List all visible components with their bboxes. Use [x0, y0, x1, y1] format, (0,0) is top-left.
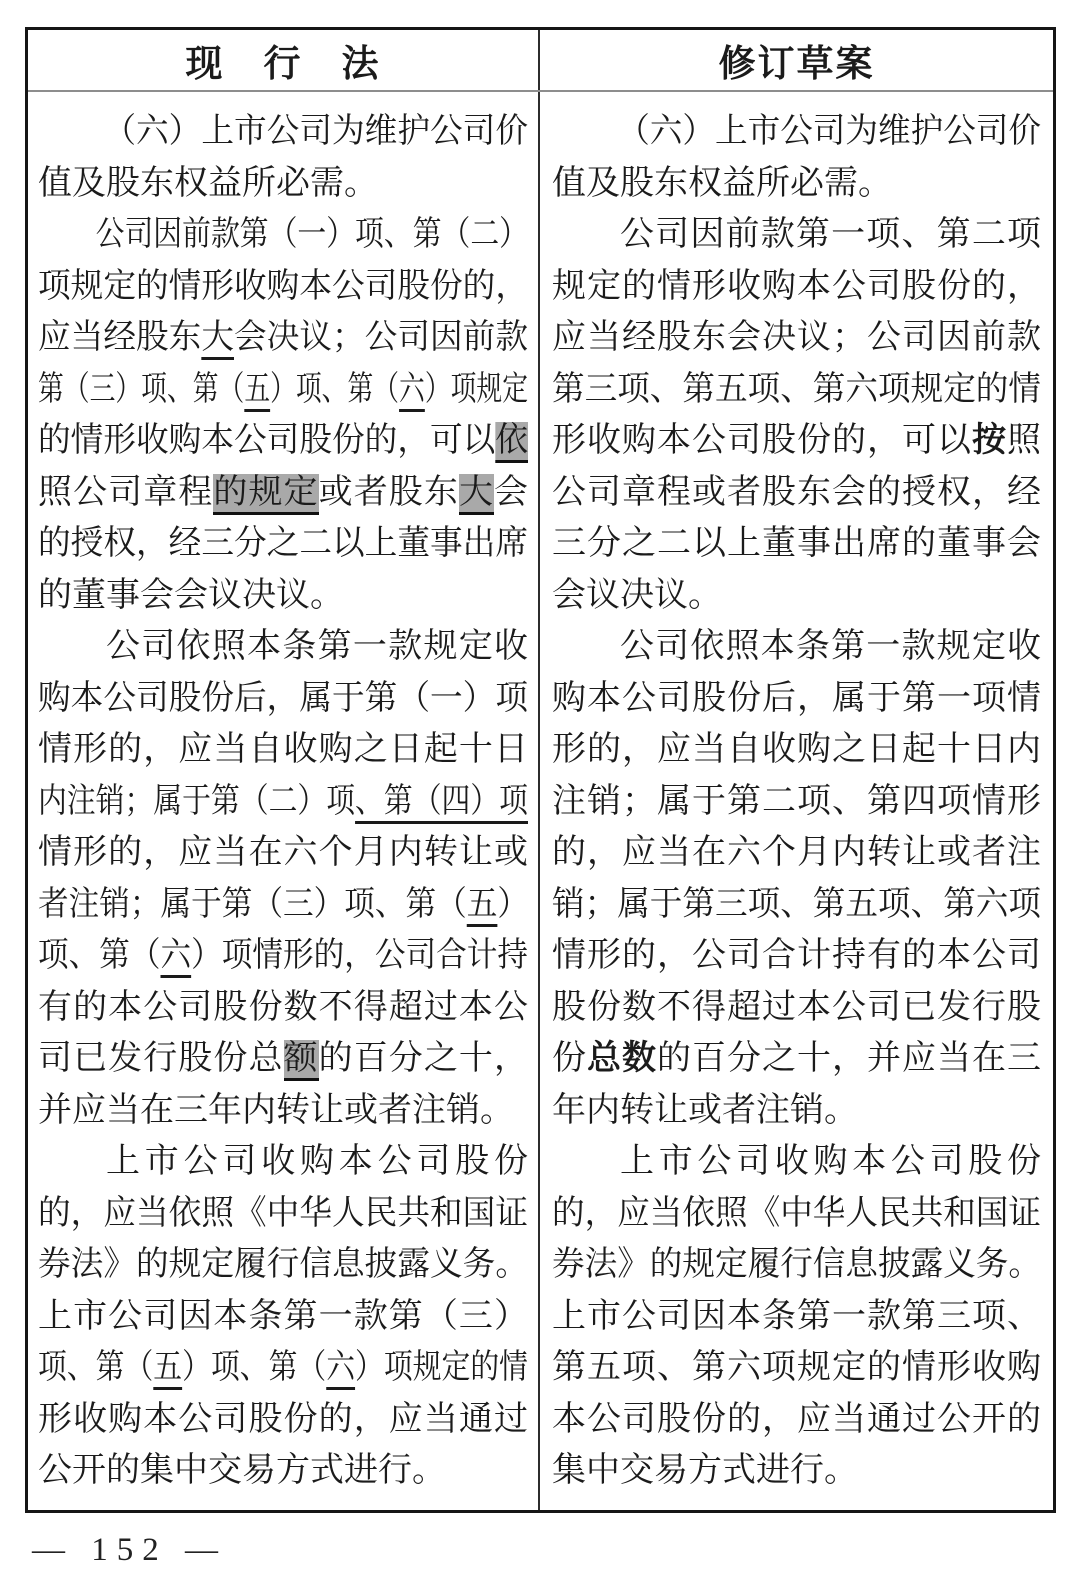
text-line	[38, 1085, 528, 1137]
text-line	[38, 1188, 528, 1240]
text-line	[38, 982, 528, 1034]
text-segment: 公司因前款第一项、第二项	[620, 216, 1041, 253]
text-segment: 股份数不得超过本公司已发行股	[552, 988, 1041, 1026]
bold-text: 总数	[587, 1040, 657, 1077]
text-segment: ）项、第（	[182, 1349, 327, 1386]
table-body-row	[28, 92, 1053, 1510]
text-segment: 购本公司股份后，属于第（一）项	[38, 679, 528, 717]
text-line	[552, 1136, 1041, 1188]
highlighted-text: 依	[495, 422, 528, 463]
text-line	[38, 930, 528, 982]
text-segment: 本公司股份的，应当通过公开的	[552, 1400, 1041, 1438]
text-line	[552, 673, 1041, 725]
text-line	[38, 1445, 528, 1497]
text-line	[552, 158, 1041, 210]
text-line	[552, 209, 1041, 261]
text-line	[38, 570, 528, 622]
text-line	[552, 106, 1041, 158]
text-line	[552, 1342, 1041, 1394]
text-line	[38, 158, 528, 210]
text-line	[552, 776, 1041, 828]
text-segment: 第三项、第五项、第六项规定的情	[552, 370, 1041, 408]
text-line	[38, 1394, 528, 1446]
text-segment: 上市公司因本条第一款第三项、	[552, 1297, 1041, 1335]
underlined-text: 六	[399, 371, 425, 412]
text-segment: 券法》的规定履行信息披露义务。	[552, 1246, 1041, 1283]
text-line	[38, 1033, 528, 1085]
underlined-text: 五	[467, 886, 498, 927]
text-line	[38, 724, 528, 776]
text-segment: 有的本公司股份数不得超过本公	[38, 988, 528, 1026]
text-segment: 公开的集中交易方式进行。	[38, 1452, 446, 1489]
text-segment: 会	[494, 473, 529, 511]
text-segment: 内注销；属于第（二）项	[38, 782, 356, 820]
text-segment: （六）上市公司为维护公司价	[617, 113, 1041, 150]
bold-text: 按	[972, 422, 1007, 459]
text-segment: 的授权，经三分之二以上董事出席	[38, 525, 528, 562]
text-segment: ）项、第（	[270, 370, 400, 408]
text-line	[552, 1291, 1041, 1343]
text-line	[552, 724, 1041, 776]
text-segment: 销；属于第三项、第五项、第六项	[552, 885, 1041, 923]
text-segment: 的董事会会议决议。	[38, 576, 344, 614]
text-segment: 第（三）项、第（	[38, 370, 245, 408]
text-segment: 项、第（	[38, 1349, 154, 1386]
text-segment: 值及股东权益所必需。	[38, 164, 378, 202]
text-line	[38, 312, 528, 364]
revision-draft-column	[540, 92, 1053, 1510]
text-line	[38, 1239, 528, 1291]
text-segment: 三分之二以上董事出席的董事会	[552, 525, 1041, 562]
text-segment: 照公司章程	[38, 473, 214, 511]
underlined-text: 、第（四）项	[355, 783, 528, 824]
text-line	[38, 467, 528, 519]
text-segment: （六）上市公司为维护公司价	[103, 113, 528, 150]
text-segment: 的，应当依照《中华人民共和国证	[552, 1194, 1041, 1232]
text-line	[552, 1394, 1041, 1446]
text-segment: ）	[497, 885, 528, 923]
text-segment: 年内转让或者注销。	[552, 1091, 858, 1129]
text-segment: 第五项、第六项规定的情形收购	[552, 1349, 1041, 1386]
text-line	[38, 1136, 528, 1188]
header-revision-draft: 修订草案	[718, 44, 875, 85]
text-segment: 上市公司收购本公司股份	[620, 1143, 1041, 1180]
text-line	[552, 1085, 1041, 1137]
text-line	[38, 673, 528, 725]
text-line	[38, 1291, 528, 1343]
text-segment: 公司依照本条第一款规定收	[106, 628, 528, 665]
text-segment: 照	[1007, 422, 1041, 459]
text-segment: 应当经股东	[38, 319, 202, 356]
text-segment: 或者股东	[318, 473, 459, 511]
text-segment: 集中交易方式进行。	[552, 1452, 858, 1489]
text-line	[552, 261, 1041, 313]
underlined-text: 六	[161, 937, 192, 978]
text-segment: 司已发行股份总	[38, 1040, 284, 1077]
text-line	[38, 621, 528, 673]
text-segment: ）项规定的情	[355, 1349, 528, 1386]
text-line	[38, 364, 528, 416]
text-segment: 形的，应当自收购之日起十日内	[552, 731, 1041, 768]
text-segment: 形收购本公司股份的，应当通过	[38, 1400, 528, 1438]
text-line	[552, 570, 1041, 622]
text-line	[38, 106, 528, 158]
text-line	[552, 1033, 1041, 1085]
text-line	[38, 209, 528, 261]
text-segment: 项规定的情形收购本公司股份的，	[38, 267, 528, 305]
table-header-row	[28, 30, 1053, 92]
text-segment: 购本公司股份后，属于第一项情	[552, 679, 1041, 717]
underlined-text: 五	[244, 371, 270, 412]
text-line	[38, 827, 528, 879]
text-segment: 券法》的规定履行信息披露义务。	[38, 1246, 528, 1283]
text-segment: 会决议；公司因前款	[234, 319, 528, 356]
text-segment: 的百分之十，	[318, 1040, 529, 1077]
text-line	[552, 415, 1041, 467]
text-segment: 情形的，公司合计持有的本公司	[552, 937, 1041, 974]
text-line	[552, 518, 1041, 570]
text-line	[552, 1188, 1041, 1240]
highlighted-text: 大	[459, 474, 494, 515]
text-line	[38, 1342, 528, 1394]
underlined-text: 六	[326, 1349, 355, 1390]
text-line	[552, 364, 1041, 416]
text-segment: 上市公司收购本公司股份	[106, 1143, 528, 1180]
text-segment: 公司依照本条第一款规定收	[620, 628, 1041, 665]
text-line	[38, 415, 528, 467]
text-segment: 规定的情形收购本公司股份的，	[552, 267, 1041, 305]
text-line	[38, 518, 528, 570]
text-segment: 应当经股东会决议；公司因前款	[552, 319, 1041, 356]
text-line	[552, 827, 1041, 879]
text-line	[552, 1239, 1041, 1291]
text-segment: 情形的，应当在六个月内转让或	[38, 834, 528, 871]
underlined-text: 大	[201, 319, 234, 360]
text-segment: 值及股东权益所必需。	[552, 164, 892, 202]
comparison-table	[25, 27, 1056, 1513]
text-segment: 的情形收购本公司股份的，可以	[38, 422, 496, 459]
highlighted-text: 的规定	[213, 474, 318, 515]
text-segment: ）项规定	[424, 370, 528, 408]
text-segment: 项、第（	[38, 937, 161, 974]
text-line	[552, 1445, 1041, 1497]
text-segment: 的百分之十，并应当在三	[657, 1040, 1041, 1077]
text-line	[38, 776, 528, 828]
text-line	[552, 467, 1041, 519]
text-segment: 情形的，应当自收购之日起十日	[38, 731, 528, 768]
text-segment: 注销；属于第二项、第四项情形	[552, 782, 1041, 820]
text-line	[552, 312, 1041, 364]
text-line	[38, 879, 528, 931]
text-line	[38, 261, 528, 313]
header-current-law: 现 行 法	[28, 30, 540, 90]
text-segment: ）项情形的，公司合计持	[191, 937, 528, 974]
text-segment: 上市公司因本条第一款第（三）	[38, 1297, 528, 1335]
text-segment: 的，应当在六个月内转让或者注	[552, 834, 1041, 871]
text-segment: 并应当在三年内转让或者注销。	[38, 1091, 514, 1129]
text-line	[552, 930, 1041, 982]
text-segment: 会议决议。	[552, 576, 722, 614]
current-law-column	[28, 92, 540, 1510]
text-segment: 公司因前款第（一）项、第（二）	[95, 216, 528, 253]
text-line	[552, 621, 1041, 673]
page-number: — 152 —	[32, 1532, 227, 1568]
underlined-text: 五	[153, 1349, 182, 1390]
text-segment: 者注销；属于第（三）项、第（	[38, 885, 467, 923]
text-line	[552, 879, 1041, 931]
text-line	[552, 982, 1041, 1034]
text-segment: 份	[552, 1040, 587, 1077]
highlighted-text: 额	[284, 1040, 319, 1081]
text-segment: 形收购本公司股份的，可以	[552, 422, 972, 459]
text-segment: 公司章程或者股东会的授权，经	[552, 473, 1041, 511]
text-segment: 的，应当依照《中华人民共和国证	[38, 1194, 528, 1232]
